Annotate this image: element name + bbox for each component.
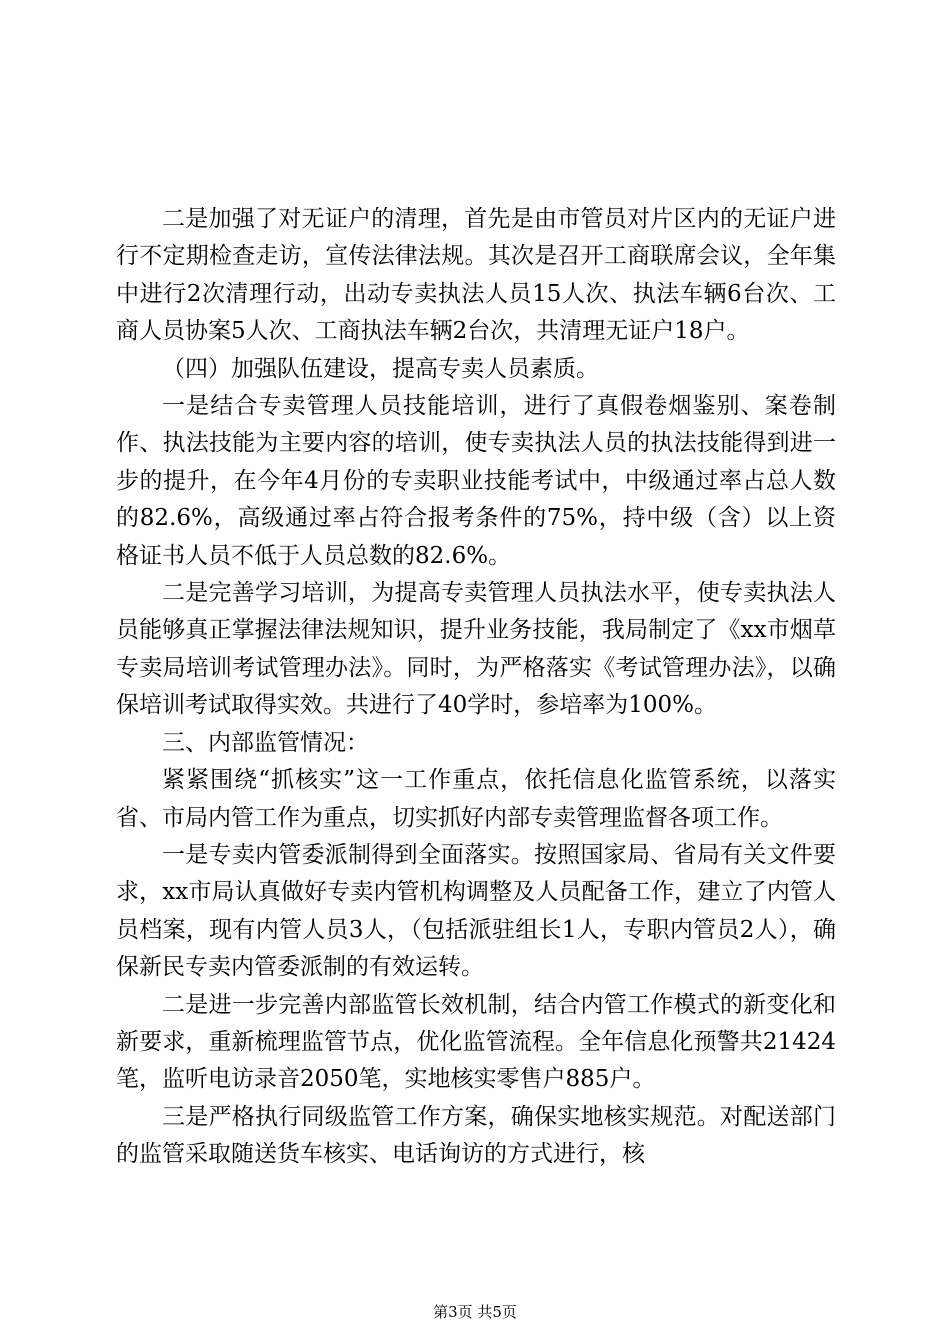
paragraph-study-training: 二是完善学习培训，为提高专卖管理人员执法水平，使专卖执法人员能够真正掌握法律法规知识，提升业务技能，我局制定了《xx市烟草专卖局培训考试管理办法》。同时，为严格落实《考试管理办法》，以确保培训考试取得实效。共进行了40学时，参培率为100%。 [116,580,836,719]
document-body [116,201,836,1174]
page-footer: 第3页 共5页 [433,1303,517,1321]
paragraph-long-term-mechanism: 二是进一步完善内部监管长效机制，结合内管工作模式的新变化和新要求，重新梳理监管节点，优化监管流程。全年信息化预警共21424笔，监听电访录音2050笔，实地核实零售户885户。 [116,991,836,1093]
paragraph-internal-supervision-heading: 三、内部监管情况： [162,729,369,756]
paragraph-peer-supervision: 三是严格执行同级监管工作方案，确保实地核实规范。对配送部门的监管采取随送货车核实、电话询访的方式进行，核 [116,1103,836,1168]
paragraph-verification-focus: 紧紧围绕“抓核实”这一工作重点，依托信息化监管系统，以落实省、市局内管工作为重点，切实抓好内部专卖管理监督各项工作。 [116,767,836,831]
paragraph-skills-training: 一是结合专卖管理人员技能培训，进行了真假卷烟鉴别、案卷制作、执法技能为主要内容的培训，使专卖执法人员的执法技能得到进一步的提升，在今年4月份的专卖职业技能考试中，中级通过率占总人数的82.6%，高级通过率占符合报考条件的75%，持中级（含）以上资格证书人员不低于人员总数的82.6%。 [116,393,836,569]
paragraph-team-building-heading: （四）加强队伍建设，提高专卖人员素质。 [162,355,599,382]
paragraph-delegation-system: 一是专卖内管委派制得到全面落实。按照国家局、省局有关文件要求，xx市局认真做好专卖内管机构调整及人员配备工作，建立了内管人员档案，现有内管人员3人，（包括派驻组长1人，专职内管员2人），确保新民专卖内管委派制的有效运转。 [116,841,836,981]
paragraph-unlicensed-cleanup: 二是加强了对无证户的清理，首先是由市管员对片区内的无证户进行不定期检查走访，宣传法律法规。其次是召开工商联席会议，全年集中进行2次清理行动，出动专卖执法人员15人次、执法车辆6台次、工商人员协案5人次、工商执法车辆2台次，共清理无证户18户。 [116,206,836,345]
